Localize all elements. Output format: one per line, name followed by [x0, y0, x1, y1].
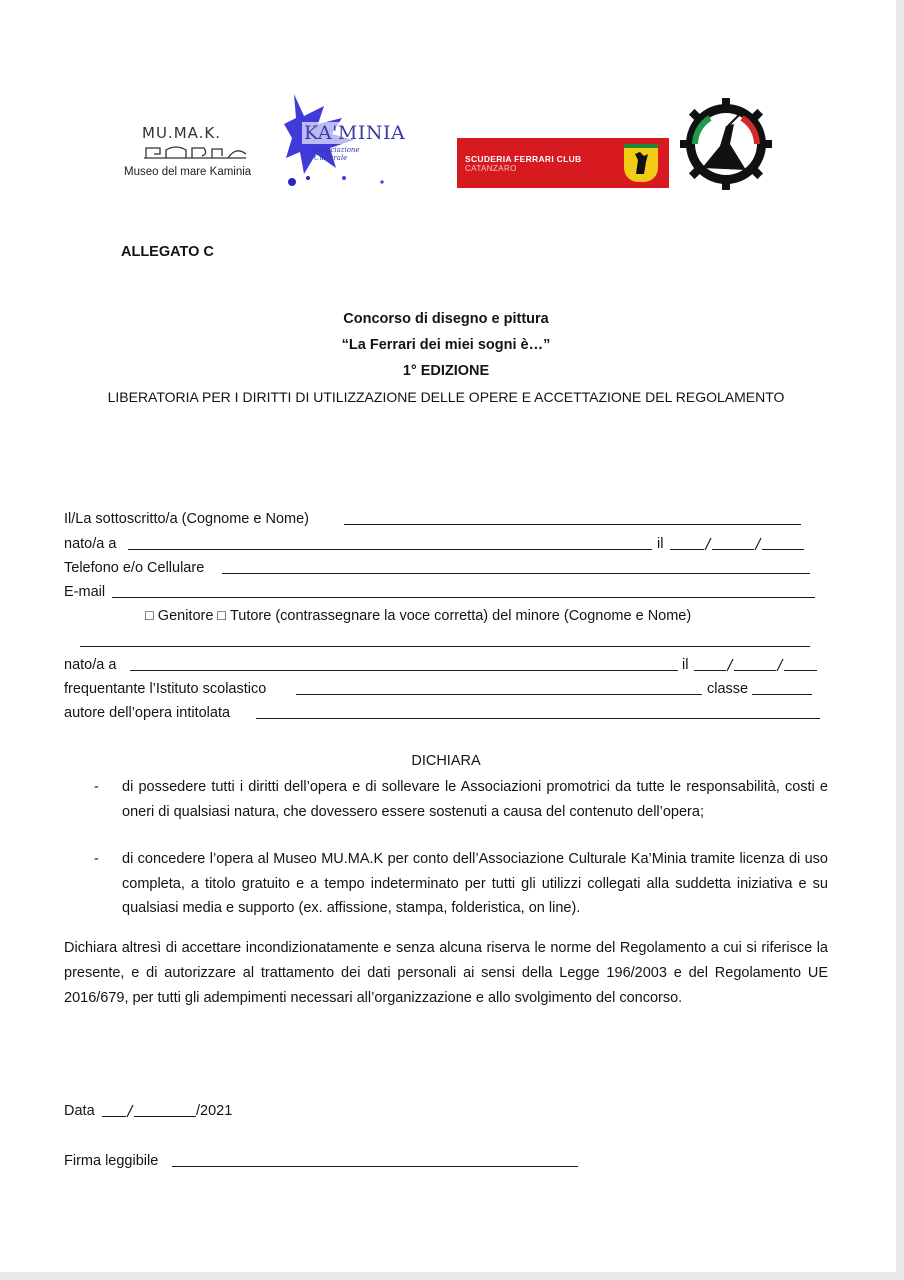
date-slash-icon	[754, 537, 762, 551]
birthdate-day-field[interactable]	[670, 549, 704, 550]
phone-field[interactable]	[222, 573, 810, 574]
minor-birthplace-label: nato/a a	[64, 657, 117, 673]
kaminia-logo	[284, 88, 406, 190]
contest-subtitle: “La Ferrari dei miei sogni è…”	[341, 337, 551, 353]
mumak-logo-title: MU.MA.K.	[142, 124, 222, 142]
edition-label: 1° EDIZIONE	[402, 363, 490, 379]
birthdate-label: il	[657, 536, 664, 552]
minor-name-field[interactable]	[80, 646, 810, 647]
date-year-text: /2021	[196, 1103, 233, 1119]
kaminia-logo-name: KA'MINIA	[304, 122, 406, 144]
birthplace-field[interactable]	[128, 549, 652, 550]
mumak-wave-icon	[142, 144, 248, 162]
artwork-title-field[interactable]	[256, 718, 820, 719]
class-field[interactable]	[752, 694, 812, 695]
mumak-logo	[118, 118, 268, 184]
bullet-mark: -	[94, 779, 99, 795]
minor-birthdate-month-field[interactable]	[734, 670, 776, 671]
birthdate-month-field[interactable]	[712, 549, 754, 550]
minor-birthdate-day-field[interactable]	[694, 670, 726, 671]
signer-name-field[interactable]	[344, 524, 801, 525]
school-field[interactable]	[296, 694, 702, 695]
bullet-mark: -	[94, 851, 99, 867]
signature-label: Firma leggibile	[64, 1153, 159, 1169]
declaration-closing-paragraph: Dichiara altresì di accettare incondizionatamente e senza alcuna riserva le norme del Regolamento a cui si riferisce la presente, e di autorizzare al trattamento dei dati personali ai sensi della Legge 196/2003 e del Regolamento UE 2016/679, per tutti gli adempimenti necessari all’organizzazione e allo svolgimento del concorso.	[64, 940, 828, 1006]
birthplace-label: nato/a a	[64, 536, 117, 552]
date-day-field[interactable]	[102, 1116, 126, 1117]
date-slash-icon	[776, 658, 784, 672]
date-slash-icon	[126, 1104, 134, 1118]
kaminia-logo-subtitle: Associazione Culturale	[314, 146, 360, 162]
phone-label: Telefono e/o Cellulare	[64, 560, 205, 576]
ferrari-club-city: CATANZARO	[465, 164, 517, 173]
email-label: E-mail	[64, 584, 106, 600]
guardian-selection-line: □ Genitore □ Tutore (contrassegnare la voce corretta) del minore (Cognome e Nome)	[145, 608, 692, 624]
date-month-field[interactable]	[134, 1116, 196, 1117]
minor-birthplace-field[interactable]	[130, 670, 678, 671]
signer-label: Il/La sottoscritto/a (Cognome e Nome)	[64, 511, 309, 527]
signature-field[interactable]	[172, 1166, 578, 1167]
declaration-item-1: di possedere tutti i diritti dell’opera e di sollevare le Associazioni promotrici da tutte le responsabilità, costi e oneri di qualsiasi natura, che dovessero essere sostenuti a causa del contenuto dell’opera;	[122, 779, 828, 820]
prancing-horse-shield-icon	[624, 144, 658, 182]
ferrari-club-name: SCUDERIA FERRARI CLUB	[465, 154, 582, 164]
release-title: LIBERATORIA PER I DIRITTI DI UTILIZZAZIONE DELLE OPERE E ACCETTAZIONE DEL REGOLAMENTO	[107, 389, 785, 405]
gear-emblem-icon	[680, 98, 772, 190]
declaration-item-2: di concedere l’opera al Museo MU.MA.K per conto dell’Associazione Culturale Ka’Minia tramite licenza di uso completa, a titolo gratuito e a tempo indeterminato per tutti gli utilizzi collegati alla suddetta iniziativa e su qualsiasi media e supporto (ex. affissione, stampa, folderistica, on line).	[122, 851, 828, 916]
contest-title: Concorso di disegno e pittura	[343, 311, 549, 327]
declaration-heading: DICHIARA	[411, 753, 481, 769]
minor-birthdate-label: il	[682, 657, 689, 673]
birthdate-year-field[interactable]	[762, 549, 804, 550]
date-slash-icon	[704, 537, 712, 551]
date-slash-icon	[726, 658, 734, 672]
school-label: frequentante l’Istituto scolastico	[64, 681, 267, 697]
mumak-logo-subtitle: Museo del mare Kaminia	[124, 166, 252, 178]
artwork-title-label: autore dell’opera intitolata	[64, 705, 231, 721]
date-label: Data	[64, 1103, 95, 1119]
attachment-label: ALLEGATO C	[121, 244, 214, 260]
class-label: classe	[707, 681, 749, 697]
email-field[interactable]	[112, 597, 815, 598]
minor-birthdate-year-field[interactable]	[784, 670, 817, 671]
